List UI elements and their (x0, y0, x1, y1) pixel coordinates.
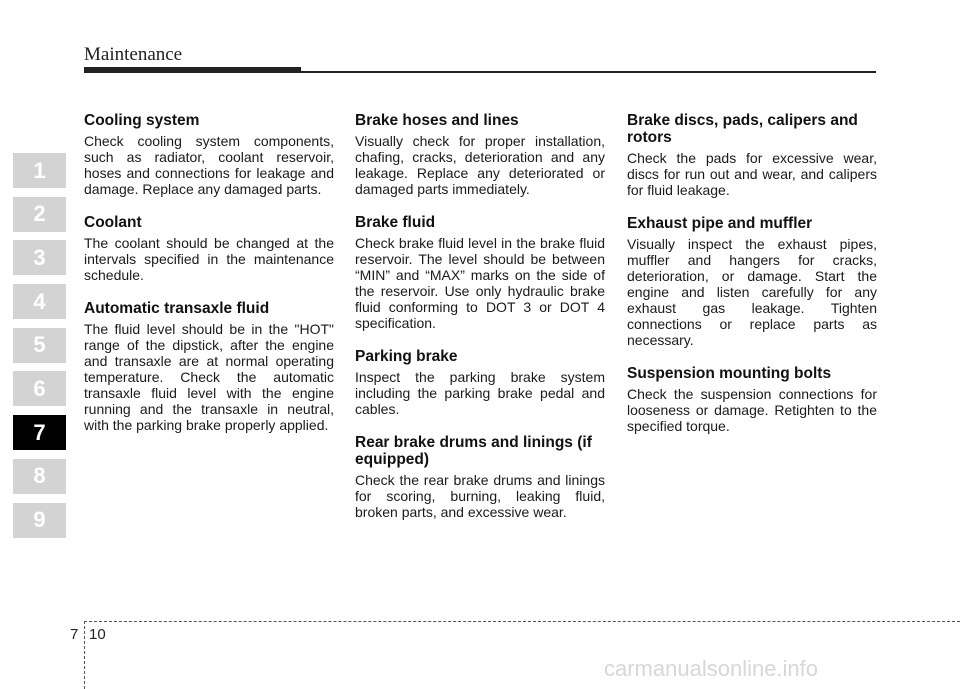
chapter-tab-1[interactable]: 1 (13, 153, 66, 188)
footer-divider (84, 621, 85, 689)
section (84, 214, 334, 283)
column-2 (355, 112, 605, 537)
column-1 (84, 112, 334, 450)
chapter-tab-4[interactable]: 4 (13, 284, 66, 319)
section-body: Check brake fluid level in the brake fluid reservoir. The level should be between “MIN” and “MAX” marks on the side of the reservoir. Use only hydraulic brake fluid conforming to DOT 3 or DOT 4 specification. (355, 235, 605, 331)
section-body: The fluid level should be in the "HOT" range of the dipstick, after the engine and transaxle are at normal operating temperature. Check the automatic transaxle fluid level with the engine running and the transaxle in neutral, with the parking brake properly applied. (84, 321, 334, 433)
section-heading: Rear brake drums and linings (if equipped) (355, 434, 592, 468)
section-body: Check the pads for excessive wear, discs for run out and wear, and calipers for fluid leakage. (627, 150, 877, 198)
section (84, 300, 334, 433)
section-body: Check cooling system components, such as radiator, coolant reservoir, hoses and connections for leakage and damage. Replace any damaged parts. (84, 133, 334, 197)
footer-rule (84, 621, 960, 622)
section-heading: Cooling system (84, 112, 200, 129)
chapter-tab-9[interactable]: 9 (13, 503, 66, 538)
section-body: Visually inspect the exhaust pipes, muffler and hangers for cracks, deterioration, or damage. Start the engine and listen carefully for any exhaust gas leakage. Tighten connections or replace parts as necessary. (627, 236, 877, 348)
section (355, 434, 605, 520)
section (355, 348, 605, 417)
footer-page-number: 10 (89, 626, 106, 643)
section-heading: Parking brake (355, 348, 458, 365)
chapter-tab-3[interactable]: 3 (13, 240, 66, 275)
page-header-title: Maintenance (84, 44, 183, 65)
section (84, 112, 334, 197)
footer-chapter-number: 7 (70, 626, 79, 643)
chapter-tabs (13, 153, 66, 546)
section-body: Visually check for proper installation, chafing, cracks, deterioration and any leakage. Replace any deteriorated or damaged parts immediately. (355, 133, 605, 197)
section-heading: Suspension mounting bolts (627, 365, 832, 382)
header-rule-accent (84, 67, 301, 73)
section-heading: Brake discs, pads, calipers and rotors (627, 112, 858, 146)
column-3 (627, 112, 877, 451)
chapter-tab-2[interactable]: 2 (13, 197, 66, 232)
section-body: Check the rear brake drums and linings for scoring, burning, leaking fluid, broken parts, and excessive wear. (355, 472, 605, 520)
section-heading: Coolant (84, 214, 142, 231)
watermark: carmanualsonline.info (604, 656, 819, 681)
section (355, 112, 605, 197)
section-body: The coolant should be changed at the intervals specified in the maintenance schedule. (84, 235, 334, 283)
section-heading: Exhaust pipe and muffler (627, 215, 813, 232)
section-heading: Brake hoses and lines (355, 112, 519, 129)
chapter-tab-6[interactable]: 6 (13, 371, 66, 406)
section-heading: Automatic transaxle fluid (84, 300, 270, 317)
section-body: Check the suspension connections for looseness or damage. Retighten to the specified torque. (627, 386, 877, 434)
section-heading: Brake fluid (355, 214, 436, 231)
section (355, 214, 605, 331)
section-body: Inspect the parking brake system including the parking brake pedal and cables. (355, 369, 605, 417)
section (627, 112, 877, 198)
chapter-tab-7[interactable]: 7 (13, 415, 66, 450)
chapter-tab-8[interactable]: 8 (13, 459, 66, 494)
chapter-tab-5[interactable]: 5 (13, 328, 66, 363)
section (627, 365, 877, 434)
section (627, 215, 877, 348)
